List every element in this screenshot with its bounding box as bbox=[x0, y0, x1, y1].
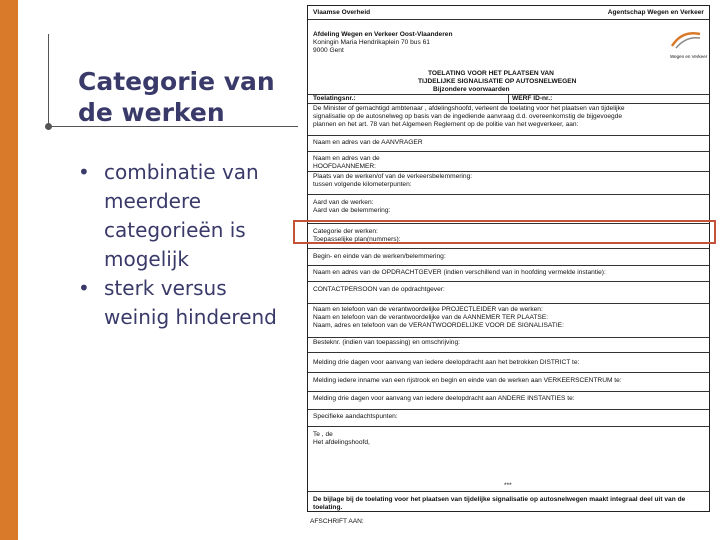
aanvrager-label: Naam en adres van de AANVRAGER bbox=[313, 139, 423, 146]
form-heading-line: TOELATING VOOR HET PLAATSEN VAN bbox=[428, 70, 554, 77]
slide-title-line-2: de werken bbox=[78, 98, 225, 127]
bullet-text-line: meerdere bbox=[104, 189, 202, 213]
bullet-text-line: combinatie van bbox=[104, 160, 259, 184]
signalisatie-label: Naam, adres en telefoon van de VERANTWOORDELIJKE VOOR DE SIGNALISATIE: bbox=[313, 322, 564, 329]
toelatingsnr-label: Toelatingsnr.: bbox=[313, 95, 356, 102]
melding-instanties-label: Melding drie dagen voor aanvang van iedere deelopdracht aan ANDERE INSTANTIES te: bbox=[313, 395, 575, 402]
form-divider bbox=[308, 194, 709, 195]
bullet-text-line: weinig hinderend bbox=[104, 305, 277, 329]
form-divider bbox=[308, 372, 709, 373]
aannemer-ter-plaatse-label: Naam en telefoon van de verantwoordelijke van de AANNEMER TER PLAATSE: bbox=[313, 314, 549, 321]
form-header-left: Vlaamse Overheid bbox=[313, 9, 371, 16]
melding-district-label: Melding drie dagen voor aanvang van iedere deelopdracht aan het betrokken DISTRICT te: bbox=[313, 359, 580, 366]
werf-id-label: WERF ID-nr.: bbox=[512, 95, 553, 102]
afschrift-label: AFSCHRIFT AAN: bbox=[310, 518, 364, 525]
bijlage-note: De bijlage bij de toelating voor het plaatsen van tijdelijke signalisatie op autosnelwegen maakt integraal deel uit van de bbox=[313, 496, 686, 503]
form-divider bbox=[508, 94, 509, 103]
form-subheading: Bijzondere voorwaarden bbox=[433, 86, 510, 93]
bullet-mark: • bbox=[78, 276, 90, 300]
contactpersoon-label: CONTACTPERSOON van de opdrachtgever: bbox=[313, 286, 445, 293]
begin-einde-label: Begin- en einde van de werken/belemmering: bbox=[313, 253, 446, 260]
form-divider bbox=[308, 352, 709, 353]
te-de-label: Te , de bbox=[313, 431, 333, 438]
categorie-highlight-box bbox=[293, 220, 716, 244]
form-divider bbox=[308, 426, 709, 427]
form-divider bbox=[308, 19, 709, 20]
form-heading-line: TIJDELIJKE SIGNALISATIE OP AUTOSNELWEGEN bbox=[418, 78, 577, 85]
form-divider bbox=[308, 337, 709, 338]
toepasselijke-plan-label: Toepasselijke plan(nummers): bbox=[313, 236, 401, 243]
form-divider bbox=[308, 409, 709, 410]
form-intro-line: plannen en het art. 78 van het Algemeen Reglement op de politie van het wegverkeer, aan: bbox=[313, 121, 579, 128]
wegen-en-verkeer-logo-icon bbox=[668, 28, 704, 54]
afdelingshoofd-label: Het afdelingshoofd, bbox=[313, 439, 370, 446]
plaats-label: tussen volgende kilometerpunten: bbox=[313, 181, 412, 188]
aard-label: Aard van de belemmering: bbox=[313, 207, 391, 214]
bullet-text-line: categorieën is bbox=[104, 218, 246, 242]
projectleider-label: Naam en telefoon van de verantwoordelijke PROJECTLEIDER van de werken: bbox=[313, 306, 543, 313]
form-header-right: Agentschap Wegen en Verkeer bbox=[607, 9, 704, 16]
form-address-line: 9000 Gent bbox=[313, 47, 344, 54]
form-address-line: Afdeling Wegen en Verkeer Oost-Vlaanderen bbox=[313, 31, 453, 38]
form-intro-line: De Minister of gemachtigd ambtenaar , afdelingshoofd, verleent de toelating voor het plaatsen van tijdelijke bbox=[313, 105, 625, 112]
opdrachtgever-label: Naam en adres van de OPDRACHTGEVER (indien verschillend van in hoofding vermelde instantie): bbox=[313, 269, 606, 276]
bestek-label: Besteknr. (indien van toepassing) en omschrijving: bbox=[313, 339, 460, 346]
bullet-item bbox=[78, 274, 293, 332]
bullet-item bbox=[78, 158, 293, 274]
form-divider bbox=[308, 281, 709, 282]
accent-bar bbox=[0, 0, 18, 540]
specifieke-label: Specifieke aandachtspunten: bbox=[313, 413, 398, 420]
bullet-list bbox=[78, 158, 293, 332]
form-divider bbox=[308, 171, 709, 172]
bullet-text-line: sterk versus bbox=[104, 276, 227, 300]
bijlage-note: toelating. bbox=[313, 504, 343, 511]
aard-label: Aard van de werken: bbox=[313, 199, 374, 206]
form-divider bbox=[308, 248, 709, 249]
slide-title-line-1: Categorie van bbox=[78, 67, 275, 96]
form-divider bbox=[308, 265, 709, 266]
hoofdaannemer-label: HOOFDAANNEMER: bbox=[313, 163, 377, 170]
form-divider bbox=[308, 303, 709, 304]
bullet-text-line: mogelijk bbox=[104, 247, 189, 271]
form-divider bbox=[308, 151, 709, 152]
logo-text: Wegen en Verkeer bbox=[670, 54, 708, 59]
form-address-line: Koningin Maria Hendrikaplein 70 bus 61 bbox=[313, 39, 430, 46]
slide-title bbox=[78, 66, 298, 128]
melding-verkeerscentrum-label: Melding iedere inname van een rijstrook en begin en einde van de werken aan VERKEERSCENTRUM te: bbox=[313, 377, 622, 384]
categorie-label: Categorie der werken: bbox=[313, 228, 378, 235]
title-decoration-line bbox=[48, 34, 49, 126]
hoofdaannemer-label: Naam en adres van de bbox=[313, 155, 380, 162]
form-divider bbox=[308, 491, 709, 492]
form-intro-line: signalisatie op de autosnelweg op basis van de ingediende aanvraag d.d. overeenkomstig de bijgevoegde bbox=[313, 113, 623, 120]
form-divider bbox=[308, 103, 709, 104]
permit-form-image bbox=[307, 5, 710, 512]
form-divider bbox=[308, 391, 709, 392]
plaats-label: Plaats van de werken/of van de verkeersbelemmering: bbox=[313, 173, 473, 180]
page-mark: *** bbox=[504, 482, 512, 489]
bullet-mark: • bbox=[78, 160, 90, 184]
form-divider bbox=[308, 135, 709, 136]
